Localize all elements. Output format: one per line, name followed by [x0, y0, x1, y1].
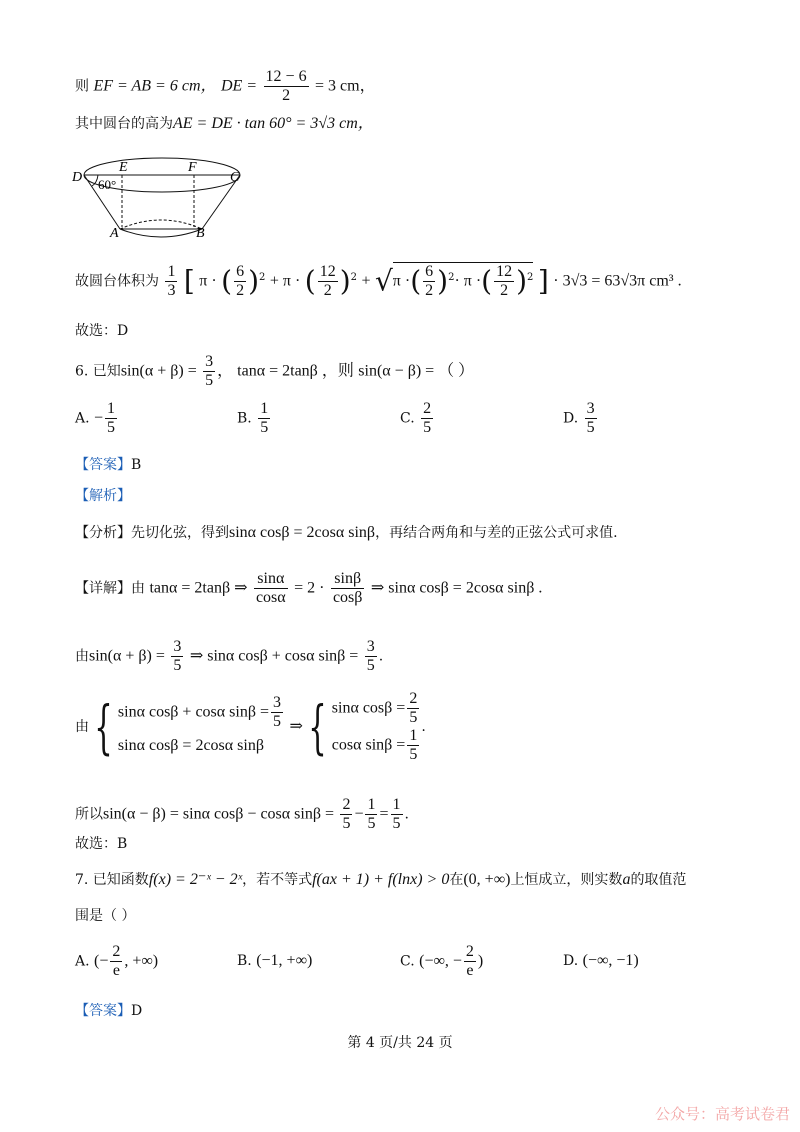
- num: 1: [409, 727, 418, 744]
- expr: sinα cosβ =: [331, 699, 406, 717]
- q6-system: [75, 690, 426, 764]
- fraction: [264, 68, 309, 105]
- label: A.: [75, 953, 90, 970]
- expr: cosα sinβ =: [331, 736, 406, 754]
- paren: (: [410, 264, 422, 298]
- text: 上恒成立，则实数: [510, 872, 623, 888]
- expr: , +∞): [124, 952, 159, 970]
- expr: (−∞, −1): [582, 952, 639, 969]
- label-f: F: [188, 160, 197, 175]
- paren: (: [304, 264, 316, 298]
- den: 3: [167, 282, 176, 299]
- num: 3: [273, 693, 281, 711]
- fraction: [331, 570, 364, 607]
- den: 2: [236, 282, 245, 299]
- q6-option-d[interactable]: [563, 400, 599, 437]
- text: 其中圆台的高为: [75, 116, 173, 132]
- label: D.: [563, 953, 579, 969]
- expr: tanα = 2tanβ ⇒: [149, 579, 248, 597]
- paren: ): [437, 264, 449, 298]
- den: 5: [367, 815, 376, 832]
- fraction: [423, 263, 435, 300]
- question-7-line2: 围是（ ）: [75, 908, 136, 924]
- system-left: [118, 694, 285, 761]
- fraction: [340, 796, 352, 833]
- expr-de-result: = 3 cm，: [315, 77, 376, 95]
- den: 5: [173, 657, 182, 674]
- paren: ): [248, 264, 260, 298]
- line-ef-de: [75, 68, 376, 105]
- q6-option-c[interactable]: [400, 400, 435, 437]
- q6-answer: [75, 455, 141, 475]
- op: −: [354, 805, 364, 823]
- fraction: [421, 400, 433, 437]
- fraction: [258, 400, 270, 437]
- den: e: [110, 961, 122, 980]
- expr-ef-ab: EF = AB = 6 cm，: [93, 77, 217, 95]
- tag: 【分析】: [75, 525, 131, 541]
- var: a: [622, 871, 631, 888]
- answer-q5: 故选：D: [75, 323, 129, 339]
- line-volume: [75, 262, 682, 300]
- brace-left: {: [94, 693, 113, 761]
- num: 3: [205, 353, 214, 370]
- exponent: 2: [350, 271, 357, 283]
- den: 5: [366, 657, 375, 674]
- question-7: [75, 870, 686, 890]
- expr: f(ax + 1) + f(lnx) > 0: [312, 871, 450, 888]
- exponent: 2: [448, 271, 455, 283]
- num: 1: [367, 796, 376, 813]
- expr: π ·: [392, 272, 411, 290]
- num: 12 − 6: [265, 68, 307, 85]
- paren: (: [221, 264, 233, 298]
- expr: (0, +∞): [463, 871, 511, 888]
- q6-option-a[interactable]: [75, 400, 119, 437]
- text: .: [378, 648, 384, 665]
- fraction: [585, 400, 597, 437]
- label: B.: [237, 953, 252, 969]
- den: 2: [494, 281, 514, 300]
- label: A.: [75, 410, 90, 427]
- label-c: C: [230, 170, 240, 185]
- label: C.: [400, 410, 415, 427]
- label: D.: [563, 410, 579, 427]
- expr-de: DE =: [220, 77, 258, 95]
- num: 1: [260, 400, 269, 417]
- label-a: A: [110, 226, 119, 241]
- fraction: [407, 727, 419, 764]
- den: 5: [392, 815, 401, 832]
- label-angle: 60°: [98, 177, 117, 192]
- den: 5: [409, 746, 418, 763]
- num: 2: [465, 943, 474, 960]
- den: 5: [273, 712, 281, 730]
- num: 3: [586, 400, 595, 417]
- num: 2: [342, 796, 351, 813]
- num: 2: [112, 943, 121, 960]
- num: 3: [173, 638, 182, 655]
- text: 故圆台体积为: [75, 273, 159, 290]
- den: 5: [342, 815, 351, 832]
- expr: π ·: [199, 272, 217, 290]
- num: sinβ: [334, 570, 362, 587]
- expr-result: · 3√3 = 63√3π cm³ .: [553, 272, 682, 290]
- num: 1: [392, 796, 401, 813]
- den: 5: [423, 419, 432, 436]
- text: 在: [449, 872, 464, 888]
- bracket-right: ]: [537, 264, 549, 298]
- label: B.: [237, 410, 252, 427]
- question-6: [75, 353, 474, 390]
- exponent: 2: [259, 271, 266, 283]
- fraction: [254, 570, 288, 607]
- fraction: [391, 796, 403, 833]
- den: e: [464, 961, 476, 980]
- den: 5: [260, 419, 269, 436]
- num: 6: [236, 263, 245, 280]
- den: 2: [264, 86, 309, 105]
- expr: (−: [94, 952, 109, 970]
- label-b: B: [196, 226, 205, 241]
- expr: +: [361, 272, 371, 290]
- sqrt-sign: √: [374, 264, 393, 298]
- expr: · π ·: [454, 272, 482, 290]
- expr: (−1, +∞): [256, 952, 313, 969]
- fraction: [203, 353, 215, 390]
- frustum-figure: [72, 153, 252, 243]
- q6-option-b[interactable]: [237, 400, 272, 437]
- fraction: [365, 796, 377, 833]
- row: [332, 690, 422, 727]
- analysis-tag: 【解析】: [75, 488, 131, 504]
- text: 先切化弦，得到: [131, 525, 229, 541]
- expr: ): [477, 952, 484, 970]
- row: [118, 694, 285, 731]
- q6-step2: [75, 638, 383, 675]
- den: 2: [425, 282, 434, 299]
- answer-q6: 故选：B: [75, 836, 128, 852]
- fraction: [171, 638, 183, 675]
- fraction: [407, 690, 419, 727]
- label: C.: [400, 953, 415, 970]
- expr: (−∞, −: [419, 952, 462, 970]
- row: [332, 727, 422, 764]
- expr: = 2 ·: [294, 579, 325, 597]
- fraction: [318, 263, 338, 300]
- den: 2: [318, 281, 338, 300]
- fraction: [464, 943, 476, 980]
- label-e: E: [119, 160, 128, 175]
- bracket-left: [: [183, 264, 195, 298]
- text: 所以: [75, 806, 103, 823]
- answer-tag: 【答案】: [75, 457, 131, 473]
- text: 由: [75, 648, 89, 665]
- expr: sin(α − β) = sinα cosβ − cosα sinβ =: [103, 805, 334, 823]
- sign: −: [94, 409, 104, 427]
- q7-option-b[interactable]: [237, 952, 312, 970]
- den: 5: [586, 419, 595, 436]
- arrow: ⇒: [289, 718, 303, 735]
- answer-value: D: [131, 1003, 143, 1019]
- den: 5: [409, 709, 418, 726]
- expr: ⇒ sinα cosβ + cosα sinβ =: [189, 647, 359, 665]
- paren: (: [481, 264, 493, 298]
- fraction: [165, 263, 177, 300]
- expr: sinα cosβ = 2cosα sinβ: [229, 524, 376, 541]
- watermark: 公众号：高考试卷君: [654, 1105, 790, 1123]
- row: sinα cosβ = 2cosα sinβ: [117, 736, 264, 754]
- q7-option-a[interactable]: [75, 943, 158, 980]
- num: 12: [319, 263, 336, 280]
- num: 6: [425, 263, 434, 280]
- text: .: [421, 719, 426, 735]
- num: 1: [107, 400, 116, 417]
- exponent: 2: [527, 271, 534, 283]
- text: 由: [131, 580, 145, 597]
- expr: + π ·: [269, 272, 301, 290]
- expr-ae: AE = DE · tan 60° = 3√3 cm，: [173, 115, 374, 132]
- expr: sinα cosβ + cosα sinβ =: [117, 703, 269, 720]
- q6-fenxi: [75, 523, 618, 543]
- line-height: [75, 114, 374, 134]
- num: 2: [409, 690, 418, 707]
- q6-analysis-tag: [75, 486, 131, 506]
- expr: ， tanα = 2tanβ ，则: [217, 362, 354, 380]
- num: 2: [423, 400, 432, 417]
- expr: sin(α + β) =: [120, 362, 197, 380]
- num: 3: [366, 638, 375, 655]
- label-d: D: [72, 170, 83, 185]
- text: ，再结合两角和与差的正弦公式可求值.: [375, 525, 618, 541]
- expr: ⇒ sinα cosβ = 2cosα sinβ .: [370, 579, 543, 597]
- fraction: [271, 694, 283, 731]
- den: 5: [107, 419, 116, 436]
- den: cosβ: [332, 589, 363, 606]
- num: 1: [167, 263, 176, 280]
- paren: ): [516, 264, 528, 298]
- text: 由: [75, 719, 89, 735]
- answer-tag: 【答案】: [75, 1003, 131, 1019]
- text: 则: [75, 78, 94, 95]
- q6-step4: [75, 796, 409, 833]
- fraction: [494, 263, 514, 300]
- q6-xiangjie: [75, 570, 542, 607]
- system-right: [332, 690, 422, 764]
- fraction: [110, 943, 122, 980]
- q7-option-c[interactable]: [400, 943, 483, 980]
- den: cosα: [255, 589, 286, 606]
- fraction: [234, 263, 246, 300]
- fraction: [105, 400, 117, 437]
- tag: 【详解】: [75, 580, 131, 597]
- expr: f(x) = 2⁻ˣ − 2ˣ: [148, 871, 243, 888]
- text: .: [404, 806, 409, 823]
- expr: sin(α − β) = （ ）: [358, 362, 475, 380]
- text: 7. 已知函数: [75, 872, 149, 888]
- sqrt-body: [393, 262, 534, 300]
- op: =: [379, 805, 389, 823]
- page-footer: 第 4 页/共 24 页: [347, 1035, 453, 1051]
- den: 5: [205, 372, 214, 389]
- text: 的取值范: [630, 872, 687, 888]
- fraction: [365, 638, 377, 675]
- brace-right: {: [308, 693, 327, 761]
- q7-answer: [75, 1001, 142, 1021]
- q7-option-d[interactable]: [563, 952, 639, 970]
- num: 12: [496, 263, 513, 280]
- paren: ): [339, 264, 351, 298]
- text: ，若不等式: [242, 872, 313, 888]
- text: 6. 已知: [75, 363, 121, 380]
- answer-value: B: [131, 457, 142, 473]
- expr: sin(α + β) =: [89, 647, 165, 665]
- num: sinα: [257, 570, 285, 587]
